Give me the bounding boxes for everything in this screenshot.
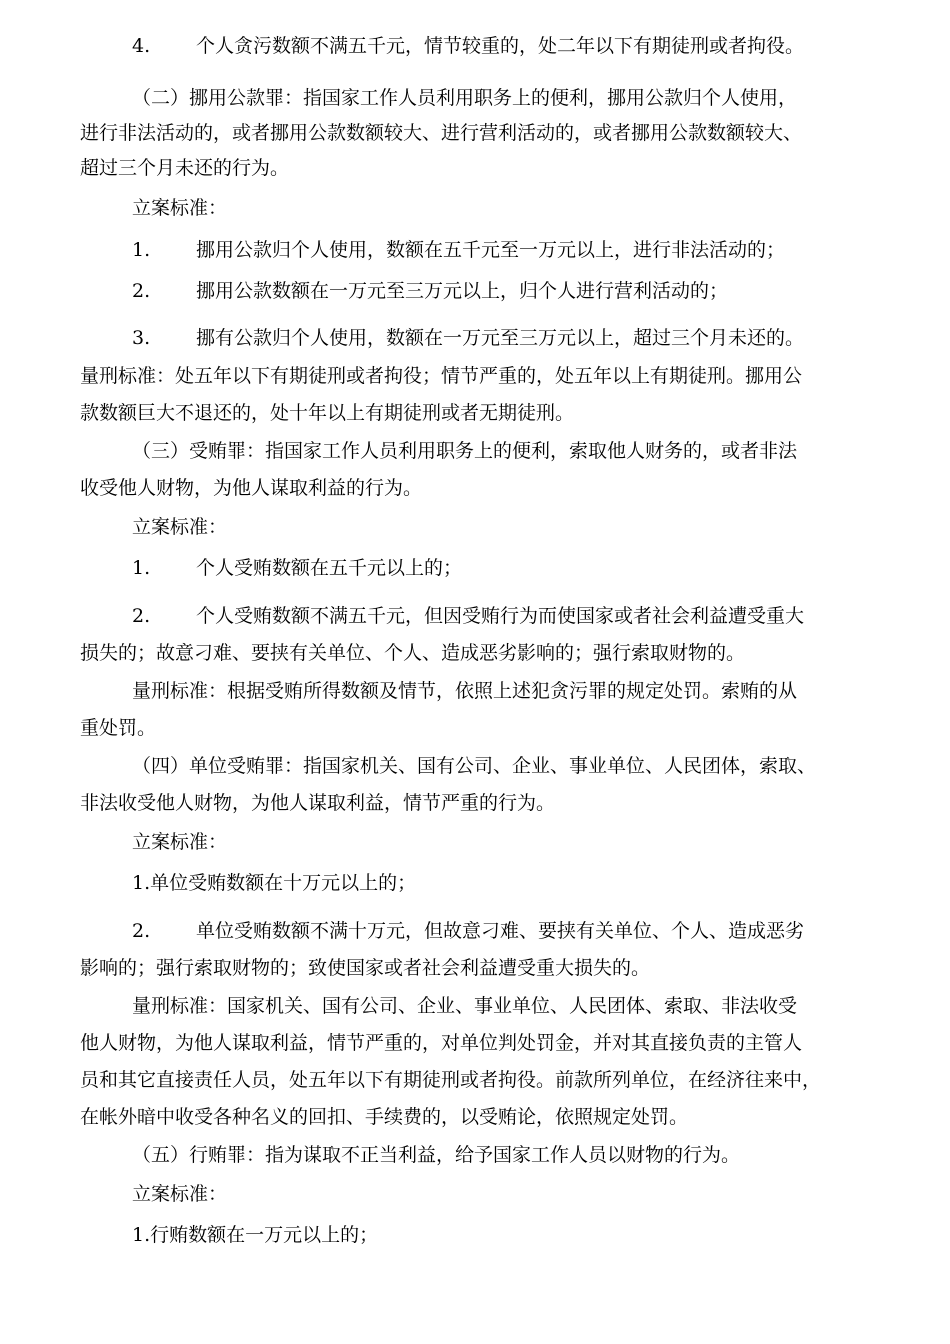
paragraph-line: 重处罚。: [80, 717, 157, 739]
paragraph-line: 收受他人财物，为他人谋取利益的行为。: [80, 477, 423, 499]
item-text: 挪用公款数额在一万元至三万元以上，归个人进行营利活动的；: [196, 280, 729, 302]
section-heading-embezzlement: （二）挪用公款罪：指国家工作人员利用职务上的便利，挪用公款归个人使用，: [132, 87, 798, 109]
section-heading-unit-bribery: （四）单位受贿罪：指国家机关、国有公司、企业、事业单位、人民团体，索取、: [132, 755, 817, 777]
item-number: 2.: [132, 605, 151, 627]
paragraph-line: 非法收受他人财物，为他人谋取利益，情节严重的行为。: [80, 792, 556, 814]
list-item: 1.行贿数额在一万元以上的；: [132, 1224, 379, 1246]
filing-standard-label: 立案标准：: [132, 831, 228, 853]
filing-standard-label: 立案标准：: [132, 516, 228, 538]
paragraph-line: 他人财物，为他人谋取利益，情节严重的，对单位判处罚金，并对其直接负责的主管人: [80, 1032, 803, 1054]
list-item: [132, 604, 804, 628]
paragraph-line: 款数额巨大不退还的，处十年以上有期徒刑或者无期徒刑。: [80, 402, 575, 424]
paragraph-line: 员和其它直接责任人员，处五年以下有期徒刑或者拘役。前款所列单位，在经济往来中，: [80, 1069, 822, 1091]
list-item: [132, 556, 462, 580]
list-item: [132, 279, 728, 303]
item-text: 挪有公款归个人使用，数额在一万元至三万元以上，超过三个月未还的。: [196, 327, 805, 349]
item-number: 2.: [132, 920, 151, 942]
filing-standard-label: 立案标准：: [132, 197, 228, 219]
item-text: 单位受贿数额不满十万元，但故意刁难、要挟有关单位、个人、造成恶劣: [196, 920, 805, 942]
paragraph-line: 超过三个月未还的行为。: [80, 157, 290, 179]
section-heading-bribery: （三）受贿罪：指国家工作人员利用职务上的便利，索取他人财务的，或者非法: [132, 440, 798, 462]
item-number: 1.: [132, 239, 151, 261]
paragraph-line: 损失的；故意刁难、要挟有关单位、个人、造成恶劣影响的；强行索取财物的。: [80, 642, 746, 664]
list-item: [132, 326, 804, 350]
paragraph-line: 进行非法活动的，或者挪用公款数额较大、进行营利活动的，或者挪用公款数额较大、: [80, 122, 803, 144]
list-item: [132, 34, 804, 58]
list-item: [132, 238, 785, 262]
item-text: 个人贪污数额不满五千元，情节较重的，处二年以下有期徒刑或者拘役。: [196, 35, 805, 57]
sentencing-standard: 量刑标准：国家机关、国有公司、企业、事业单位、人民团体、索取、非法收受: [132, 995, 798, 1017]
sentencing-standard: 量刑标准：处五年以下有期徒刑或者拘役；情节严重的，处五年以上有期徒刑。挪用公: [80, 365, 803, 387]
list-item: [132, 919, 804, 943]
sentencing-standard: 量刑标准：根据受贿所得数额及情节，依照上述犯贪污罪的规定处罚。索贿的从: [132, 680, 798, 702]
item-number: 2.: [132, 280, 151, 302]
paragraph-line: 影响的；强行索取财物的；致使国家或者社会利益遭受重大损失的。: [80, 957, 651, 979]
section-heading-offering-bribes: （五）行贿罪：指为谋取不正当利益，给予国家工作人员以财物的行为。: [132, 1144, 741, 1166]
list-item: 1.单位受贿数额在十万元以上的；: [132, 872, 417, 894]
item-number: 1.: [132, 557, 151, 579]
paragraph-line: 在帐外暗中收受各种名义的回扣、手续费的，以受贿论，依照规定处罚。: [80, 1106, 689, 1128]
item-text: 个人受贿数额不满五千元，但因受贿行为而使国家或者社会利益遭受重大: [196, 605, 805, 627]
filing-standard-label: 立案标准：: [132, 1183, 228, 1205]
item-text: 个人受贿数额在五千元以上的；: [196, 557, 463, 579]
item-text: 挪用公款归个人使用，数额在五千元至一万元以上，进行非法活动的；: [196, 239, 786, 261]
item-number: 4.: [132, 35, 151, 57]
item-number: 3.: [132, 327, 151, 349]
